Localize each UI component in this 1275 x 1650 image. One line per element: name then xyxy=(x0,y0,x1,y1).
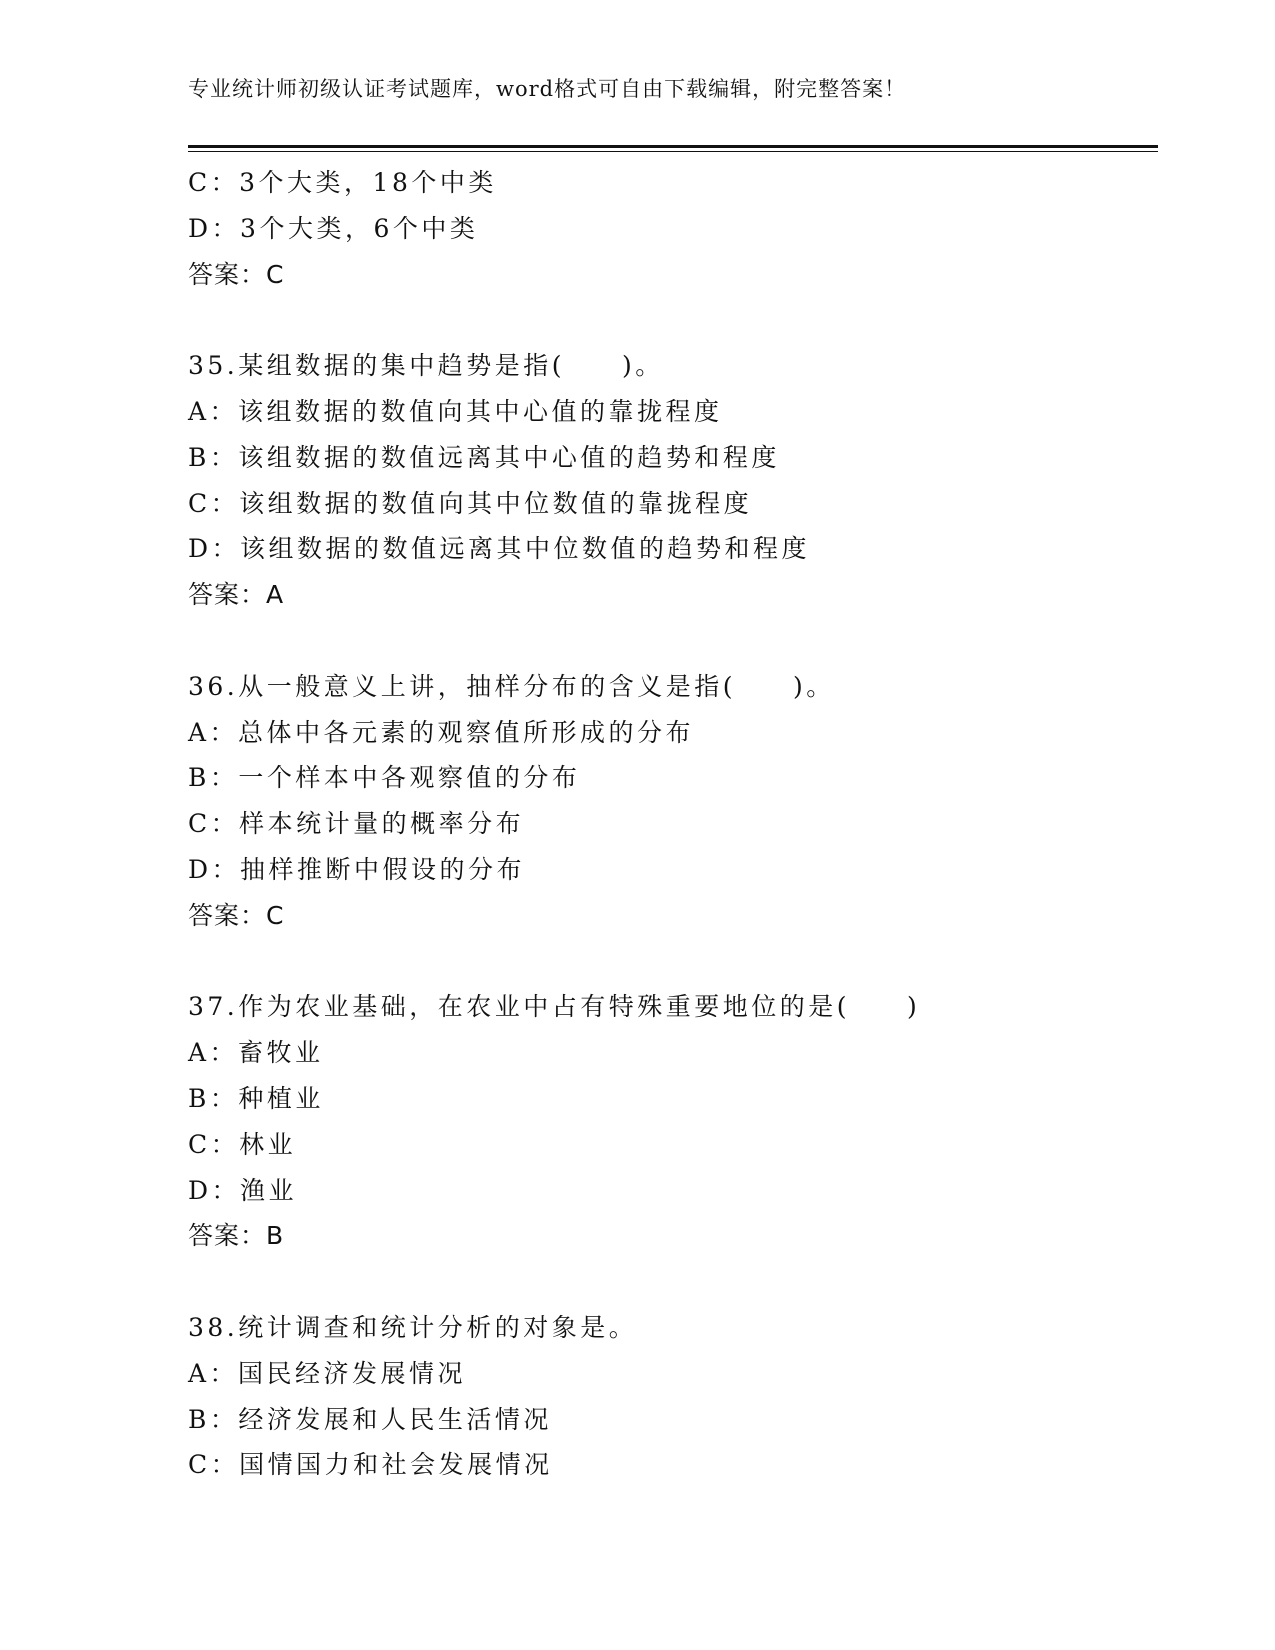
option-a: A：畜牧业 xyxy=(188,1038,324,1068)
option-a: A：该组数据的数值向其中心值的靠拢程度 xyxy=(188,396,723,426)
header-rule-thin xyxy=(188,151,1158,152)
option-d: D：渔业 xyxy=(188,1175,298,1205)
option-c: C：该组数据的数值向其中位数值的靠拢程度 xyxy=(188,488,753,518)
option-b: B：种植业 xyxy=(188,1083,324,1113)
answer-line: 答案：C xyxy=(188,259,285,289)
option-a: A：国民经济发展情况 xyxy=(188,1358,467,1388)
page-header-title: 专业统计师初级认证考试题库，word格式可自由下载编辑，附完整答案！ xyxy=(188,77,907,101)
option-c: C：样本统计量的概率分布 xyxy=(188,809,525,839)
option-b: B：该组数据的数值远离其中心值的趋势和程度 xyxy=(188,442,780,472)
option-b: B：一个样本中各观察值的分布 xyxy=(188,763,581,793)
option-c: C：3个大类，18个中类 xyxy=(188,168,497,197)
spacer xyxy=(188,1259,1158,1305)
option-c: C：林业 xyxy=(188,1129,297,1159)
answer-line: 答案：C xyxy=(188,900,285,930)
answer-line: 答案：A xyxy=(188,580,285,610)
option-c: C：国情国力和社会发展情况 xyxy=(188,1450,553,1480)
option-b: B：经济发展和人民生活情况 xyxy=(188,1404,552,1434)
spacer xyxy=(188,939,1158,985)
spacer xyxy=(188,618,1158,664)
option-d: D：抽样推断中假设的分布 xyxy=(188,854,526,884)
option-a: A：总体中各元素的观察值所形成的分布 xyxy=(188,717,695,747)
question-stem-38: 38.统计调查和统计分析的对象是。 xyxy=(188,1312,638,1342)
question-stem-36: 36.从一般意义上讲，抽样分布的含义是指( )。 xyxy=(188,671,835,701)
header-rule-thick xyxy=(188,145,1158,148)
answer-line: 答案：B xyxy=(188,1221,285,1251)
option-d: D：3个大类，6个中类 xyxy=(188,213,479,243)
question-stem-35: 35.某组数据的集中趋势是指( )。 xyxy=(188,351,664,381)
question-content xyxy=(188,160,1158,1488)
question-stem-37: 37.作为农业基础，在农业中占有特殊重要地位的是( ) xyxy=(188,992,921,1022)
spacer xyxy=(188,297,1158,343)
option-d: D：该组数据的数值远离其中位数值的趋势和程度 xyxy=(188,534,811,564)
